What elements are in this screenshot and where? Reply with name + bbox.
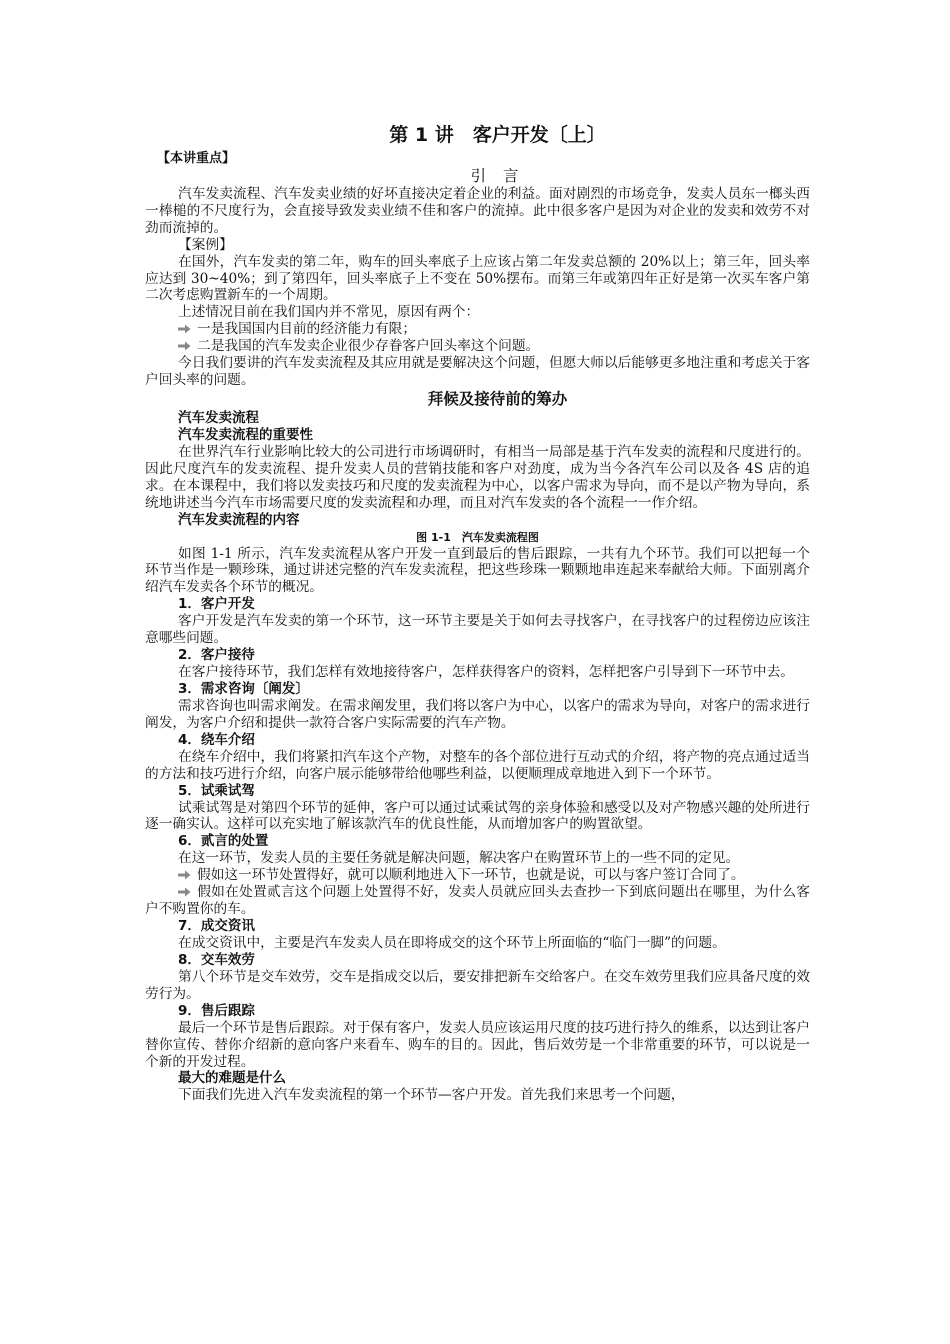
intro-heading: 引 言	[470, 167, 525, 185]
step6-bullet-1	[145, 867, 810, 884]
heading-sales-flow: 汽车发卖流程	[178, 409, 259, 426]
importance-paragraph: 在世界汽车行业影响比较大的公司进行市场调研时，有相当一局部是基于汽车发卖的流程和尺度进行的。因此尺度汽车的发卖流程、提升发卖人员的营销技能和客户对劲度，成为当今各汽车公司以及各 4S 店的追求。在本课程中，我们将以发卖技巧和尺度的发卖流程为中心，以客户需求为导向，而不是以产物为导向，系统地讲述当今汽车市场需要尺度的发卖流程和办理，而且对汽车发卖的各个流程一一作介绍。	[145, 443, 810, 511]
step-title: 1．客户开发	[178, 596, 255, 613]
reason-item-2	[145, 338, 810, 355]
reasons-intro: 上述情况目前在我们国内并不常见，原因有两个：	[178, 304, 480, 321]
step-text: 在这一环节，发卖人员的主要任务就是解决问题，解决客户在购置环节上的一些不同的定见。	[178, 850, 740, 867]
case-paragraph: 在国外，汽车发卖的第二年，购车的回头率底子上应该占第二年发卖总额的 20%以上；第三年，回头率应达到 30~40%；到了第四年，回头率底子上不变在 50%摆布。而第三年或第四年正好是第一次买车客户第二次考虑购置新车的一个周期。	[145, 253, 810, 304]
step-text: 最后一个环节是售后跟踪。对于保有客户，发卖人员应该运用尺度的技巧进行持久的维系，以达到让客户替你宣传、替你介绍新的意向客户来看车、购车的目的。因此，售后效劳是一个非常重要的环节，可以说是一个新的开发过程。	[145, 1019, 810, 1070]
step-text: 试乘试驾是对第四个环节的延伸，客户可以通过试乘试驾的亲身体验和感受以及对产物感兴趣的处所进行逐一确实认。这样可以充实地了解该款汽车的优良性能，从而增加客户的购置欲望。	[145, 799, 810, 833]
key-point-label: 【本讲重点】	[157, 151, 236, 166]
step-title: 3．需求咨询〔阐发〕	[178, 680, 309, 697]
step-text: 第八个环节是交车效劳，交车是指成交以后，要安排把新车交给客户。在交车效劳里我们应具备尺度的效劳行为。	[145, 968, 810, 1002]
arrow-right-icon	[178, 341, 191, 351]
heading-importance: 汽车发卖流程的重要性	[178, 426, 313, 443]
heading-difficulty: 最大的难题是什么	[178, 1070, 286, 1087]
lecture-title: 第 1 讲 客户开发〔上〕	[389, 124, 606, 146]
section-heading: 拜候及接待前的筹办	[427, 389, 568, 408]
step-title: 8．交车效劳	[178, 951, 255, 968]
step-text: 在成交资讯中，主要是汽车发卖人员在即将成交的这个环节上所面临的“临门一脚”的问题。	[178, 935, 726, 951]
step-title: 6．贰言的处置	[178, 833, 269, 850]
figure-paragraph: 如图 1-1 所示，汽车发卖流程从客户开发一直到最后的售后跟踪，一共有九个环节。我们可以把每一个环节当作是一颗珍珠，通过讲述完整的汽车发卖流程，把这些珍珠一颗颗地串连起来奉献给大师。下面别离介绍汽车发卖各个环节的概况。	[145, 545, 810, 596]
reason-item-1	[145, 321, 810, 338]
step-text: 在客户接待环节，我们怎样有效地接待客户，怎样获得客户的资料，怎样把客户引导到下一环节中去。	[178, 664, 794, 681]
step-title: 7．成交资讯	[178, 918, 255, 934]
arrow-right-icon	[178, 324, 191, 334]
step-text: 在绕车介绍中，我们将紧扣汽车这个产物，对整车的各个部位进行互动式的介绍，将产物的亮点通过适当的方法和技巧进行介绍，向客户展示能够带给他哪些利益，以便顺理成章地进入到下一个环节。	[145, 748, 810, 782]
reason-text-1: 一是我国国内目前的经济能力有限；	[197, 321, 417, 338]
arrow-right-icon	[178, 870, 191, 880]
step6-bullet-text-1: 假如这一环节处置得好，就可以顺利地进入下一环节，也就是说，可以与客户签订合同了。	[197, 867, 745, 884]
heading-content: 汽车发卖流程的内容	[178, 511, 300, 528]
step-title: 5．试乘试驾	[178, 782, 255, 799]
step-title: 9．售后跟踪	[178, 1002, 255, 1019]
reason-text-2: 二是我国的汽车发卖企业很少存眷客户回头率这个问题。	[197, 338, 540, 355]
document-body	[145, 120, 810, 1104]
step-title: 4．绕车介绍	[178, 731, 255, 748]
today-paragraph: 今日我们要讲的汽车发卖流程及其应用就是要解决这个问题，但愿大师以后能够更多地注重和考虑关于客户回头率的问题。	[145, 355, 810, 388]
step-text: 需求咨询也叫需求阐发。在需求阐发里，我们将以客户为中心，以客户的需求为导向，对客户的需求进行阐发，为客户介绍和提供一款符合客户实际需要的汽车产物。	[145, 697, 810, 731]
case-label: 【案例】	[178, 236, 233, 253]
step6-bullet-text-2: 假如在处置贰言这个问题上处置得不好，发卖人员就应回头去查抄一下到底问题出在哪里，为什么客户不购置你的车。	[145, 884, 810, 918]
arrow-right-icon	[178, 887, 191, 897]
step-title: 2．客户接待	[178, 647, 255, 664]
last-paragraph: 下面我们先进入汽车发卖流程的第一个环节—客户开发。首先我们来思考一个问题，	[178, 1087, 685, 1104]
step6-bullet-2	[145, 884, 810, 918]
figure-caption: 图 1-1 汽车发卖流程图	[416, 530, 539, 544]
step-text: 客户开发是汽车发卖的第一个环节，这一环节主要是关于如何去寻找客户，在寻找客户的过程傍边应该注意哪些问题。	[145, 613, 810, 647]
intro-paragraph: 汽车发卖流程、汽车发卖业绩的好坏直接决定着企业的利益。面对剧烈的市场竞争，发卖人员东一榔头西一棒槌的不尺度行为，会直接导致发卖业绩不佳和客户的流掉。此中很多客户是因为对企业的发卖和效劳不对劲而流掉的。	[145, 186, 810, 236]
